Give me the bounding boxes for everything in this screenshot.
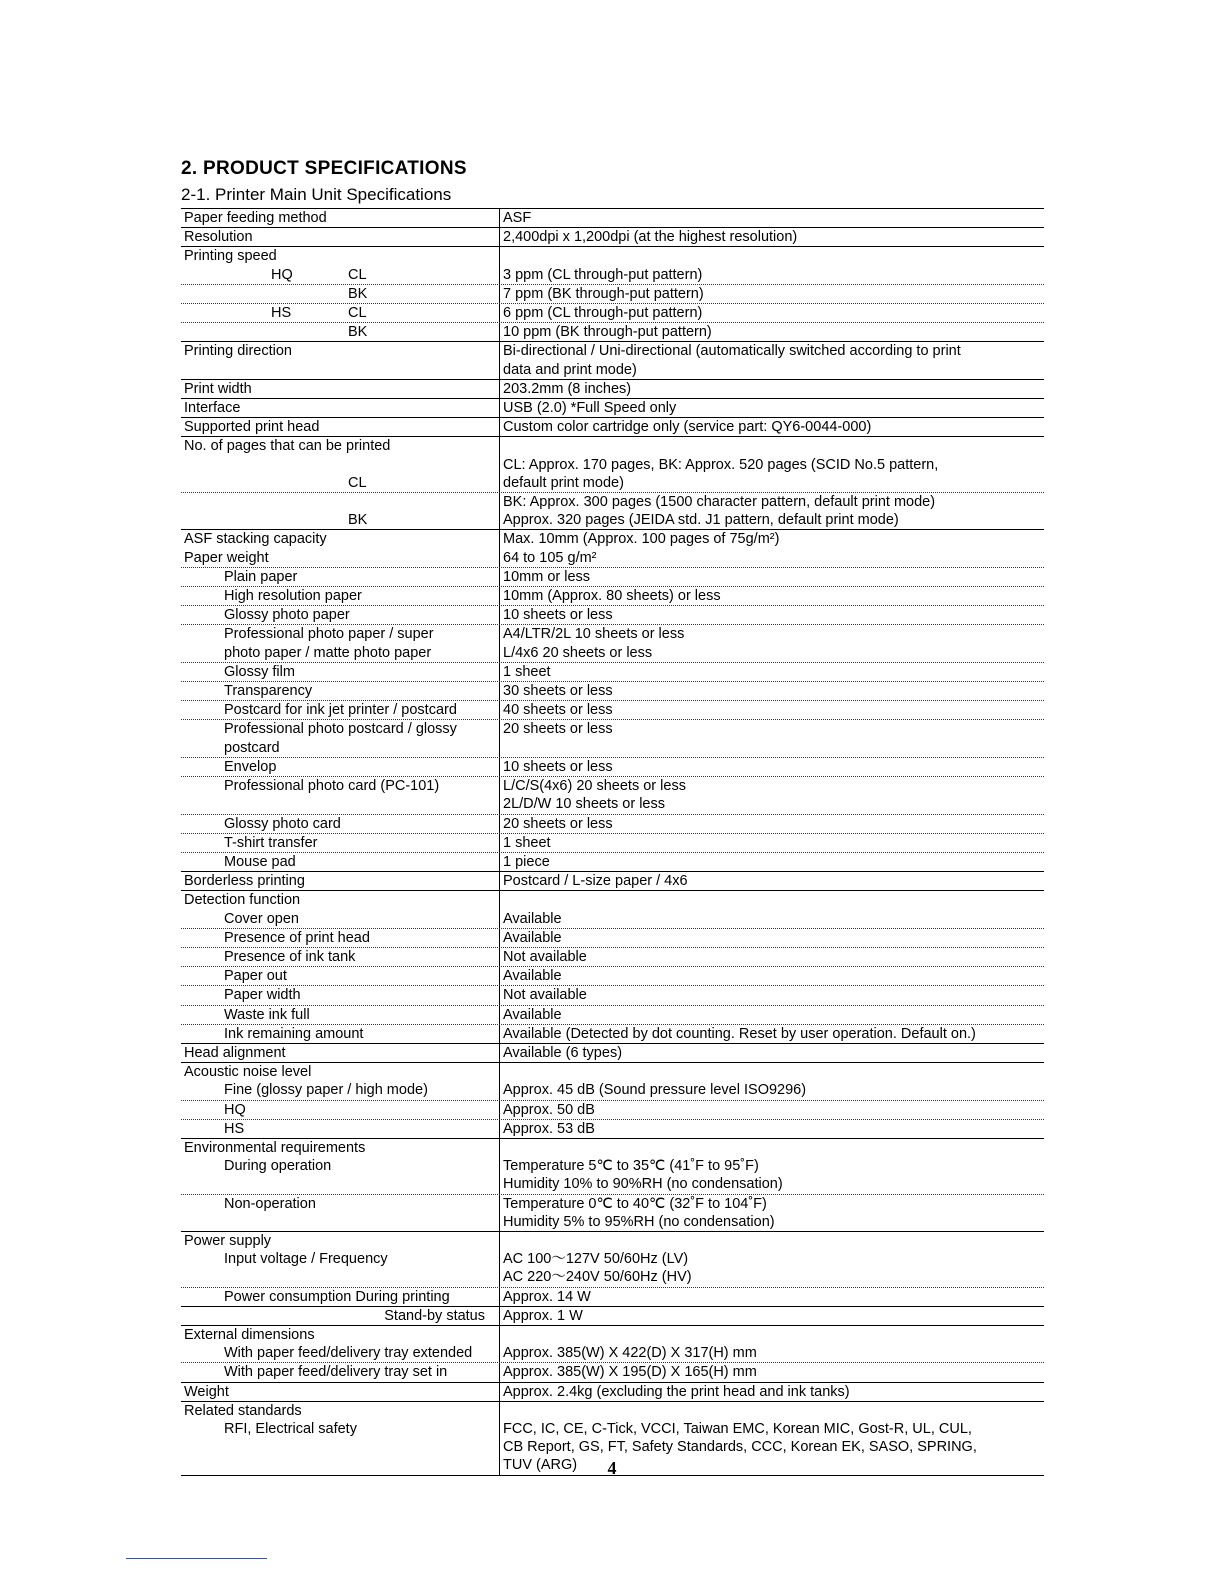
- spec-row: [181, 266, 1044, 285]
- spec-label: Weight: [184, 1383, 229, 1400]
- spec-row: [181, 929, 1044, 948]
- spec-label: No. of pages that can be printed: [184, 438, 391, 455]
- spec-label-cell: [181, 1232, 499, 1250]
- subsection-title: 2-1. Printer Main Unit Specifications: [181, 185, 452, 204]
- spec-value: 1 sheet: [499, 834, 1044, 852]
- spec-label-cell: [181, 625, 499, 661]
- spec-value: Approx. 45 dB (Sound pressure level ISO9296): [499, 1081, 1044, 1099]
- spec-label-cell: [181, 1025, 499, 1043]
- spec-label-cell: [181, 967, 499, 985]
- spec-value: Approx. 1 W: [499, 1307, 1044, 1325]
- spec-label: Paper out: [224, 968, 287, 985]
- spec-value: 3 ppm (CL through-put pattern): [499, 266, 1044, 284]
- spec-value: Temperature 5℃ to 35℃ (41˚F to 95˚F) Humidity 10% to 90%RH (no condensation): [499, 1157, 1044, 1193]
- spec-value: Approx. 14 W: [499, 1288, 1044, 1306]
- spec-sublabel: BK: [348, 285, 368, 302]
- spec-row: [181, 247, 1044, 265]
- spec-label: Interface: [184, 400, 241, 417]
- spec-label: Paper weight: [184, 549, 269, 566]
- spec-label: Power consumption During printing: [224, 1288, 450, 1305]
- spec-label-cell: [181, 986, 499, 1004]
- spec-value: [499, 247, 1044, 265]
- spec-label: RFI, Electrical safety: [224, 1421, 357, 1437]
- spec-value: Bi-directional / Uni-directional (automatically switched according to print data and print mode): [499, 342, 1044, 378]
- spec-label: T-shirt transfer: [224, 834, 318, 851]
- spec-value: [499, 1232, 1044, 1250]
- spec-label: Paper feeding method: [184, 210, 327, 226]
- spec-value: Temperature 0℃ to 40℃ (32˚F to 104˚F) Humidity 5% to 95%RH (no condensation): [499, 1195, 1044, 1231]
- spec-value: Custom color cartridge only (service part: QY6-0044-000): [499, 418, 1044, 436]
- spec-row: [181, 1120, 1044, 1139]
- spec-row: [181, 1307, 1044, 1326]
- spec-row: [181, 285, 1044, 304]
- spec-row: [181, 530, 1044, 548]
- spec-row: [181, 1250, 1044, 1287]
- spec-table: [181, 208, 1044, 1476]
- spec-label-cell: [181, 1288, 499, 1306]
- spec-row: [181, 208, 1044, 228]
- spec-label: Borderless printing: [184, 873, 305, 890]
- spec-row: [181, 1139, 1044, 1157]
- spec-sublabel: CL: [348, 305, 367, 322]
- spec-label-cell: [181, 1063, 499, 1081]
- spec-label-cell: [181, 663, 499, 681]
- spec-label-cell: [181, 418, 499, 436]
- spec-value: ASF: [499, 209, 1044, 227]
- spec-label: Glossy film: [224, 663, 295, 680]
- spec-row: [181, 891, 1044, 909]
- spec-value: 2,400dpi x 1,200dpi (at the highest resolution): [499, 228, 1044, 246]
- spec-label: Presence of print head: [224, 929, 370, 946]
- spec-value: 30 sheets or less: [499, 682, 1044, 700]
- spec-label: Printing direction: [184, 343, 292, 360]
- spec-row: [181, 663, 1044, 682]
- spec-value: [499, 891, 1044, 909]
- spec-row: [181, 1081, 1044, 1100]
- spec-row: [181, 910, 1044, 929]
- spec-label: Presence of ink tank: [224, 948, 356, 965]
- spec-value: USB (2.0) *Full Speed only: [499, 399, 1044, 417]
- spec-value: [499, 1063, 1044, 1081]
- spec-label-cell: [181, 304, 499, 322]
- spec-value: Approx. 2.4kg (excluding the print head and ink tanks): [499, 1383, 1044, 1401]
- spec-label: Cover open: [224, 910, 299, 927]
- spec-label-cell: [181, 758, 499, 776]
- spec-row: [181, 568, 1044, 587]
- spec-row: [181, 872, 1044, 891]
- spec-value: Approx. 385(W) X 422(D) X 317(H) mm: [499, 1344, 1044, 1362]
- spec-label: HQ: [224, 1101, 246, 1118]
- spec-value: [499, 437, 1044, 455]
- spec-row: [181, 758, 1044, 777]
- spec-value: A4/LTR/2L 10 sheets or less L/4x6 20 sheets or less: [499, 625, 1044, 661]
- spec-label-cell: [181, 493, 499, 529]
- spec-label: Environmental requirements: [184, 1139, 366, 1156]
- spec-label: Resolution: [184, 229, 253, 246]
- spec-label-cell: [181, 777, 499, 813]
- spec-row: [181, 948, 1044, 967]
- spec-row: [181, 853, 1044, 872]
- spec-sublabel: BK: [348, 324, 368, 341]
- spec-value: [499, 1402, 1044, 1420]
- spec-value: Postcard / L-size paper / 4x6: [499, 872, 1044, 890]
- spec-label-cell: [181, 834, 499, 852]
- spec-label: Stand-by status: [384, 1307, 485, 1324]
- spec-row: [181, 228, 1044, 247]
- spec-label: HQ: [271, 266, 293, 283]
- spec-label: Mouse pad: [224, 853, 296, 870]
- spec-label-cell: [181, 568, 499, 586]
- spec-label-cell: [181, 266, 499, 284]
- spec-label: Postcard for ink jet printer / postcard: [224, 702, 457, 719]
- spec-label-cell: [181, 1044, 499, 1062]
- spec-row: [181, 1101, 1044, 1120]
- spec-sublabel: CL: [348, 266, 367, 283]
- spec-label: Fine (glossy paper / high mode): [224, 1082, 428, 1099]
- spec-label: Detection function: [184, 892, 301, 909]
- spec-value: FCC, IC, CE, C-Tick, VCCI, Taiwan EMC, Korean MIC, Gost-R, UL, CUL, CB Report, GS, FT, Safety Standards, CCC, Korean EK, SASO, SPRING, TUV (ARG): [499, 1420, 1044, 1475]
- spec-label: Plain paper: [224, 568, 298, 585]
- spec-value: Available (Detected by dot counting. Reset by user operation. Default on.): [499, 1025, 1044, 1043]
- spec-row: [181, 606, 1044, 625]
- spec-label-cell: [181, 929, 499, 947]
- spec-row: [181, 380, 1044, 399]
- spec-label-cell: [181, 891, 499, 909]
- spec-value: 1 sheet: [499, 663, 1044, 681]
- spec-label: Envelop: [224, 758, 277, 775]
- spec-label-cell: [181, 1250, 499, 1286]
- spec-label: Print width: [184, 380, 252, 397]
- spec-label: HS: [224, 1120, 245, 1137]
- spec-label-cell: [181, 1307, 499, 1325]
- spec-label: Ink remaining amount: [224, 1025, 364, 1042]
- spec-value: 6 ppm (CL through-put pattern): [499, 304, 1044, 322]
- spec-label: With paper feed/delivery tray set in: [224, 1364, 448, 1381]
- spec-row: [181, 815, 1044, 834]
- spec-label: High resolution paper: [224, 588, 362, 605]
- spec-label: Power supply: [184, 1232, 272, 1249]
- spec-value: 20 sheets or less: [499, 815, 1044, 833]
- spec-label-cell: [181, 1101, 499, 1119]
- spec-value: Not available: [499, 948, 1044, 966]
- spec-label-cell: [181, 323, 499, 341]
- spec-label-cell: [181, 948, 499, 966]
- spec-label-cell: [181, 399, 499, 417]
- spec-label-cell: [181, 549, 499, 567]
- spec-value: Approx. 385(W) X 195(D) X 165(H) mm: [499, 1363, 1044, 1381]
- spec-label-cell: [181, 342, 499, 378]
- spec-label-cell: [181, 1081, 499, 1099]
- spec-label-cell: [181, 530, 499, 548]
- spec-sublabel: CL: [348, 474, 367, 491]
- spec-label: Professional photo card (PC-101): [224, 778, 440, 795]
- spec-row: [181, 1063, 1044, 1081]
- spec-label: With paper feed/delivery tray extended: [224, 1345, 473, 1362]
- spec-value: [499, 1139, 1044, 1157]
- spec-value: Max. 10mm (Approx. 100 pages of 75g/m²): [499, 530, 1044, 548]
- spec-row: [181, 1044, 1044, 1063]
- spec-row: [181, 777, 1044, 814]
- spec-value: Not available: [499, 986, 1044, 1004]
- spec-row: [181, 1383, 1044, 1402]
- spec-row: [181, 587, 1044, 606]
- spec-row: [181, 720, 1044, 757]
- spec-label-cell: [181, 1157, 499, 1193]
- spec-value: 64 to 105 g/m²: [499, 549, 1044, 567]
- spec-value: 10 ppm (BK through-put pattern): [499, 323, 1044, 341]
- spec-row: [181, 1006, 1044, 1025]
- spec-label: Glossy photo card: [224, 815, 341, 832]
- spec-value: L/C/S(4x6) 20 sheets or less 2L/D/W 10 sheets or less: [499, 777, 1044, 813]
- spec-label-cell: [181, 228, 499, 246]
- spec-value: 1 piece: [499, 853, 1044, 871]
- spec-value: Approx. 53 dB: [499, 1120, 1044, 1138]
- spec-row: [181, 967, 1044, 986]
- spec-label-cell: [181, 1344, 499, 1362]
- spec-label-cell: [181, 720, 499, 756]
- spec-row: [181, 1157, 1044, 1194]
- spec-label-cell: [181, 456, 499, 492]
- spec-label: Related standards: [184, 1402, 302, 1419]
- spec-row: [181, 323, 1044, 342]
- spec-value: 20 sheets or less: [499, 720, 1044, 756]
- spec-value: 10mm or less: [499, 568, 1044, 586]
- spec-label-cell: [181, 701, 499, 719]
- spec-row: [181, 456, 1044, 493]
- spec-label: Professional photo postcard / glossy postcard: [224, 721, 457, 756]
- spec-label: Paper width: [224, 987, 301, 1004]
- spec-row: [181, 701, 1044, 720]
- spec-label: Supported print head: [184, 419, 320, 436]
- spec-label: HS: [271, 305, 292, 322]
- spec-value: Available: [499, 929, 1044, 947]
- spec-label-cell: [181, 815, 499, 833]
- spec-value: AC 100〜127V 50/60Hz (LV) AC 220〜240V 50/60Hz (HV): [499, 1250, 1044, 1286]
- spec-value: Approx. 50 dB: [499, 1101, 1044, 1119]
- spec-label-cell: [181, 209, 499, 227]
- spec-label: Waste ink full: [224, 1006, 310, 1023]
- spec-row: [181, 682, 1044, 701]
- spec-label: During operation: [224, 1158, 332, 1175]
- spec-label: Head alignment: [184, 1044, 286, 1061]
- spec-label: ASF stacking capacity: [184, 531, 327, 548]
- spec-row: [181, 1344, 1044, 1363]
- spec-row: [181, 1195, 1044, 1232]
- spec-label-cell: [181, 1383, 499, 1401]
- spec-label-cell: [181, 606, 499, 624]
- spec-value: Available: [499, 1006, 1044, 1024]
- spec-label: Professional photo paper / super photo paper / matte photo paper: [224, 626, 434, 661]
- spec-row: [181, 1232, 1044, 1250]
- spec-value: CL: Approx. 170 pages, BK: Approx. 520 pages (SCID No.5 pattern, default print mode): [499, 456, 1044, 492]
- spec-row: [181, 1363, 1044, 1382]
- spec-label-cell: [181, 1326, 499, 1344]
- spec-row: [181, 986, 1044, 1005]
- page-number: 4: [607, 1458, 617, 1478]
- spec-value: Available: [499, 967, 1044, 985]
- spec-sublabel: BK: [348, 512, 368, 529]
- spec-label-cell: [181, 1195, 499, 1231]
- spec-label-cell: [181, 437, 499, 455]
- spec-row: [181, 1326, 1044, 1344]
- spec-value: 10mm (Approx. 80 sheets) or less: [499, 587, 1044, 605]
- spec-label-cell: [181, 247, 499, 265]
- spec-value: BK: Approx. 300 pages (1500 character pattern, default print mode) Approx. 320 pages (JEIDA std. J1 pattern, default print mode): [499, 493, 1044, 529]
- spec-row: [181, 304, 1044, 323]
- spec-row: [181, 625, 1044, 662]
- spec-label-cell: [181, 872, 499, 890]
- spec-label-cell: [181, 682, 499, 700]
- spec-row: [181, 342, 1044, 379]
- spec-label-cell: [181, 285, 499, 303]
- spec-row: [181, 1025, 1044, 1044]
- spec-value: Available: [499, 910, 1044, 928]
- spec-value: 10 sheets or less: [499, 758, 1044, 776]
- spec-label-cell: [181, 380, 499, 398]
- spec-value: Available (6 types): [499, 1044, 1044, 1062]
- spec-label-cell: [181, 1363, 499, 1381]
- spec-label: Printing speed: [184, 248, 277, 265]
- spec-value: 203.2mm (8 inches): [499, 380, 1044, 398]
- spec-row: [181, 834, 1044, 853]
- spec-label-cell: [181, 587, 499, 605]
- spec-label-cell: [181, 1120, 499, 1138]
- spec-row: [181, 418, 1044, 437]
- spec-label-cell: [181, 1402, 499, 1420]
- spec-row: [181, 437, 1044, 455]
- spec-value: 10 sheets or less: [499, 606, 1044, 624]
- spec-row: [181, 549, 1044, 568]
- spec-label: Non-operation: [224, 1195, 316, 1212]
- spec-row: [181, 1402, 1044, 1420]
- spec-row: [181, 1288, 1044, 1307]
- spec-label: Input voltage / Frequency: [224, 1251, 388, 1268]
- spec-value: [499, 1326, 1044, 1344]
- footer-rule: [126, 1558, 267, 1559]
- spec-label: Glossy photo paper: [224, 607, 350, 624]
- spec-row: [181, 493, 1044, 530]
- spec-row: [181, 399, 1044, 418]
- spec-label-cell: [181, 1139, 499, 1157]
- spec-label-cell: [181, 910, 499, 928]
- spec-value: 7 ppm (BK through-put pattern): [499, 285, 1044, 303]
- spec-label: Acoustic noise level: [184, 1064, 312, 1081]
- section-title: 2. PRODUCT SPECIFICATIONS: [181, 158, 467, 179]
- spec-label-cell: [181, 1006, 499, 1024]
- spec-label-cell: [181, 853, 499, 871]
- spec-value: 40 sheets or less: [499, 701, 1044, 719]
- spec-label: Transparency: [224, 683, 313, 700]
- spec-label: External dimensions: [184, 1326, 315, 1343]
